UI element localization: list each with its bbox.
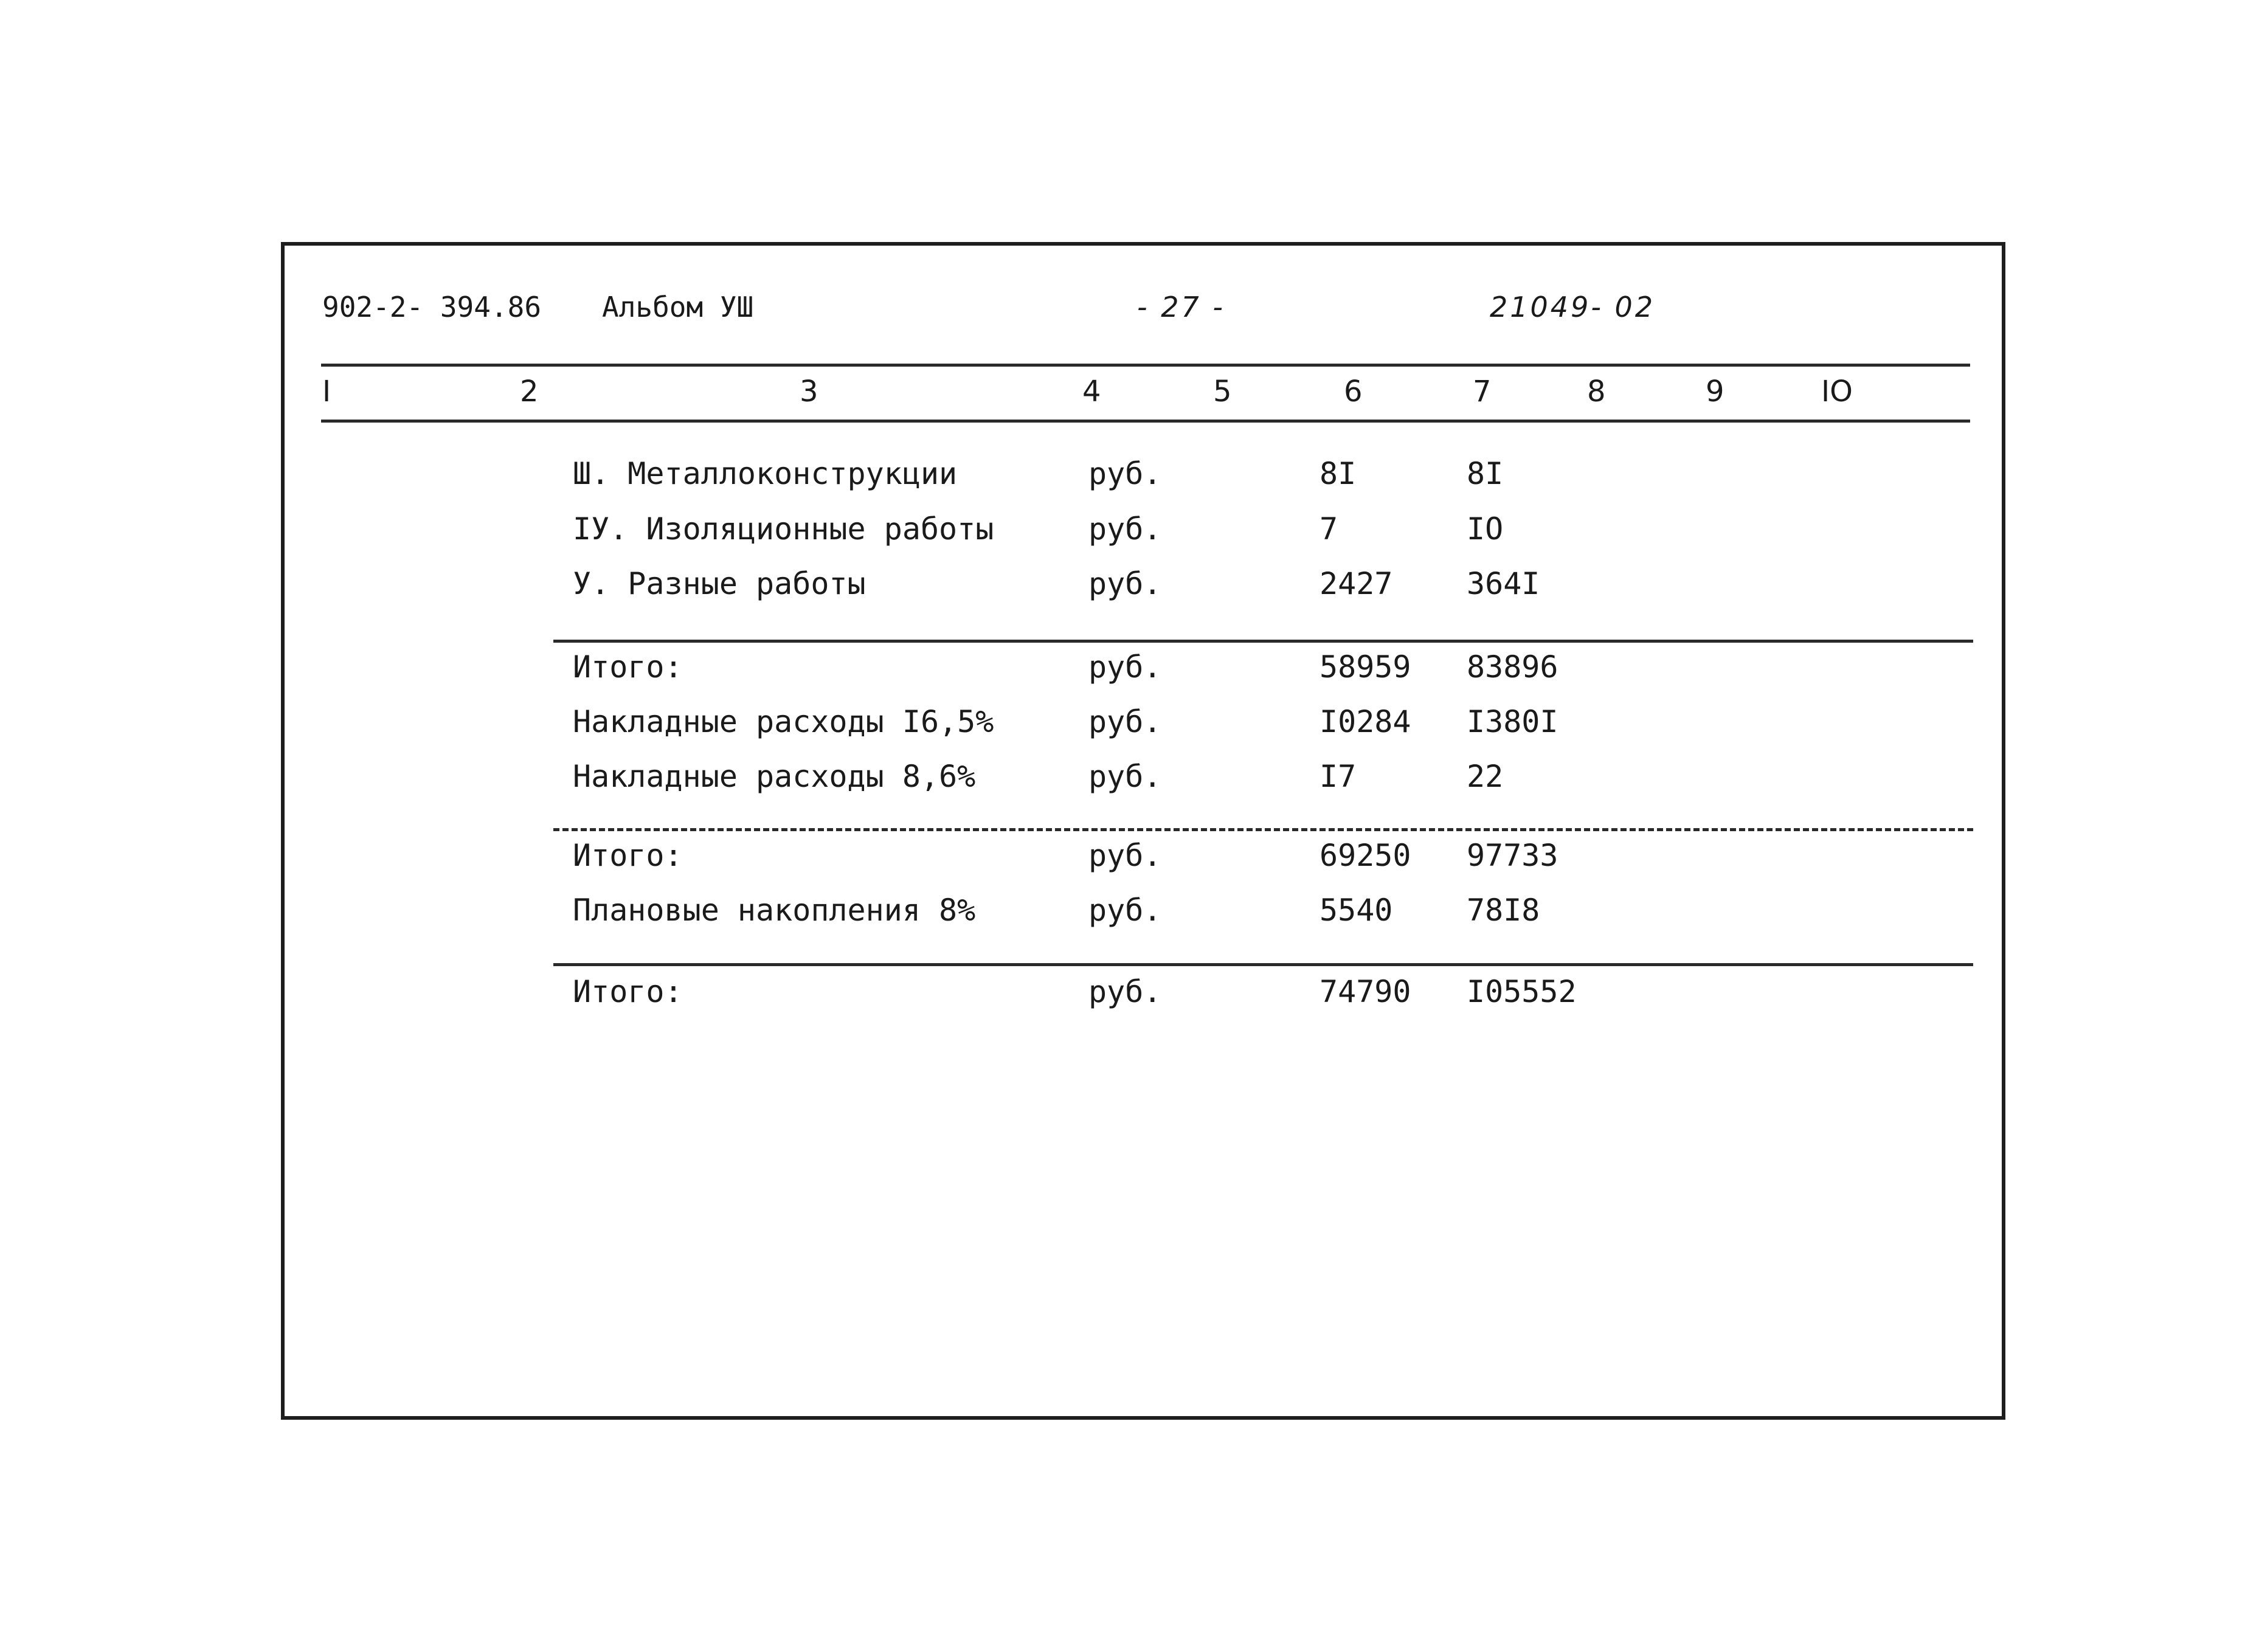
row-value-col7: I05552 — [1467, 974, 1577, 1009]
row-unit: руб. — [1088, 759, 1162, 794]
row-unit: руб. — [1088, 456, 1162, 491]
row-label: У. Разные работы — [573, 566, 866, 601]
column-number-9: 9 — [1706, 375, 1724, 409]
header-bottom-rule — [321, 420, 1970, 423]
row-value-col6: 5540 — [1320, 893, 1393, 928]
row-label: Итого: — [573, 649, 683, 685]
column-number-5: 5 — [1213, 375, 1232, 409]
row-value-col7: IO — [1467, 511, 1504, 547]
row-unit: руб. — [1088, 704, 1162, 739]
column-number-4: 4 — [1082, 375, 1101, 409]
row-unit: руб. — [1088, 838, 1162, 873]
row-unit: руб. — [1088, 511, 1162, 547]
column-number-1: I — [322, 375, 331, 409]
row-value-col6: 2427 — [1320, 566, 1393, 601]
column-number-10: IO — [1821, 375, 1853, 409]
row-value-col7: 364I — [1467, 566, 1540, 601]
row-label: Плановые накопления 8% — [573, 893, 976, 928]
header-top-rule — [321, 364, 1970, 367]
row-value-col7: 97733 — [1467, 838, 1558, 873]
row-unit: руб. — [1088, 974, 1162, 1009]
column-number-8: 8 — [1587, 375, 1606, 409]
row-label: IУ. Изоляционные работы — [573, 511, 994, 547]
row-value-col6: 69250 — [1320, 838, 1411, 873]
row-value-col6: 58959 — [1320, 649, 1411, 685]
subtotal-rule-2 — [553, 828, 1973, 831]
column-number-3: 3 — [800, 375, 818, 409]
row-unit: руб. — [1088, 649, 1162, 685]
album-title: Альбом УШ — [602, 291, 754, 323]
total-rule — [553, 963, 1973, 966]
row-label: Накладные расходы 8,6% — [573, 759, 976, 794]
row-unit: руб. — [1088, 893, 1162, 928]
row-value-col6: 8I — [1320, 456, 1357, 491]
row-value-col7: 22 — [1467, 759, 1504, 794]
row-label: Итого: — [573, 974, 683, 1009]
subtotal-rule-1 — [553, 640, 1973, 643]
row-label: Итого: — [573, 838, 683, 873]
project-code: 902-2- 394.86 — [322, 291, 542, 323]
page-number: - 27 - — [1137, 291, 1225, 323]
column-number-2: 2 — [520, 375, 539, 409]
row-value-col6: I0284 — [1320, 704, 1411, 739]
row-value-col7: 83896 — [1467, 649, 1558, 685]
row-value-col6: I7 — [1320, 759, 1357, 794]
row-unit: руб. — [1088, 566, 1162, 601]
row-value-col7: I380I — [1467, 704, 1558, 739]
column-number-6: 6 — [1344, 375, 1363, 409]
document-number: 21049- 02 — [1490, 291, 1656, 323]
row-value-col6: 74790 — [1320, 974, 1411, 1009]
row-label: Накладные расходы I6,5% — [573, 704, 994, 739]
row-value-col7: 8I — [1467, 456, 1504, 491]
row-value-col7: 78I8 — [1467, 893, 1540, 928]
row-label: Ш. Металлоконструкции — [573, 456, 958, 491]
row-value-col6: 7 — [1320, 511, 1338, 547]
column-number-7: 7 — [1473, 375, 1492, 409]
